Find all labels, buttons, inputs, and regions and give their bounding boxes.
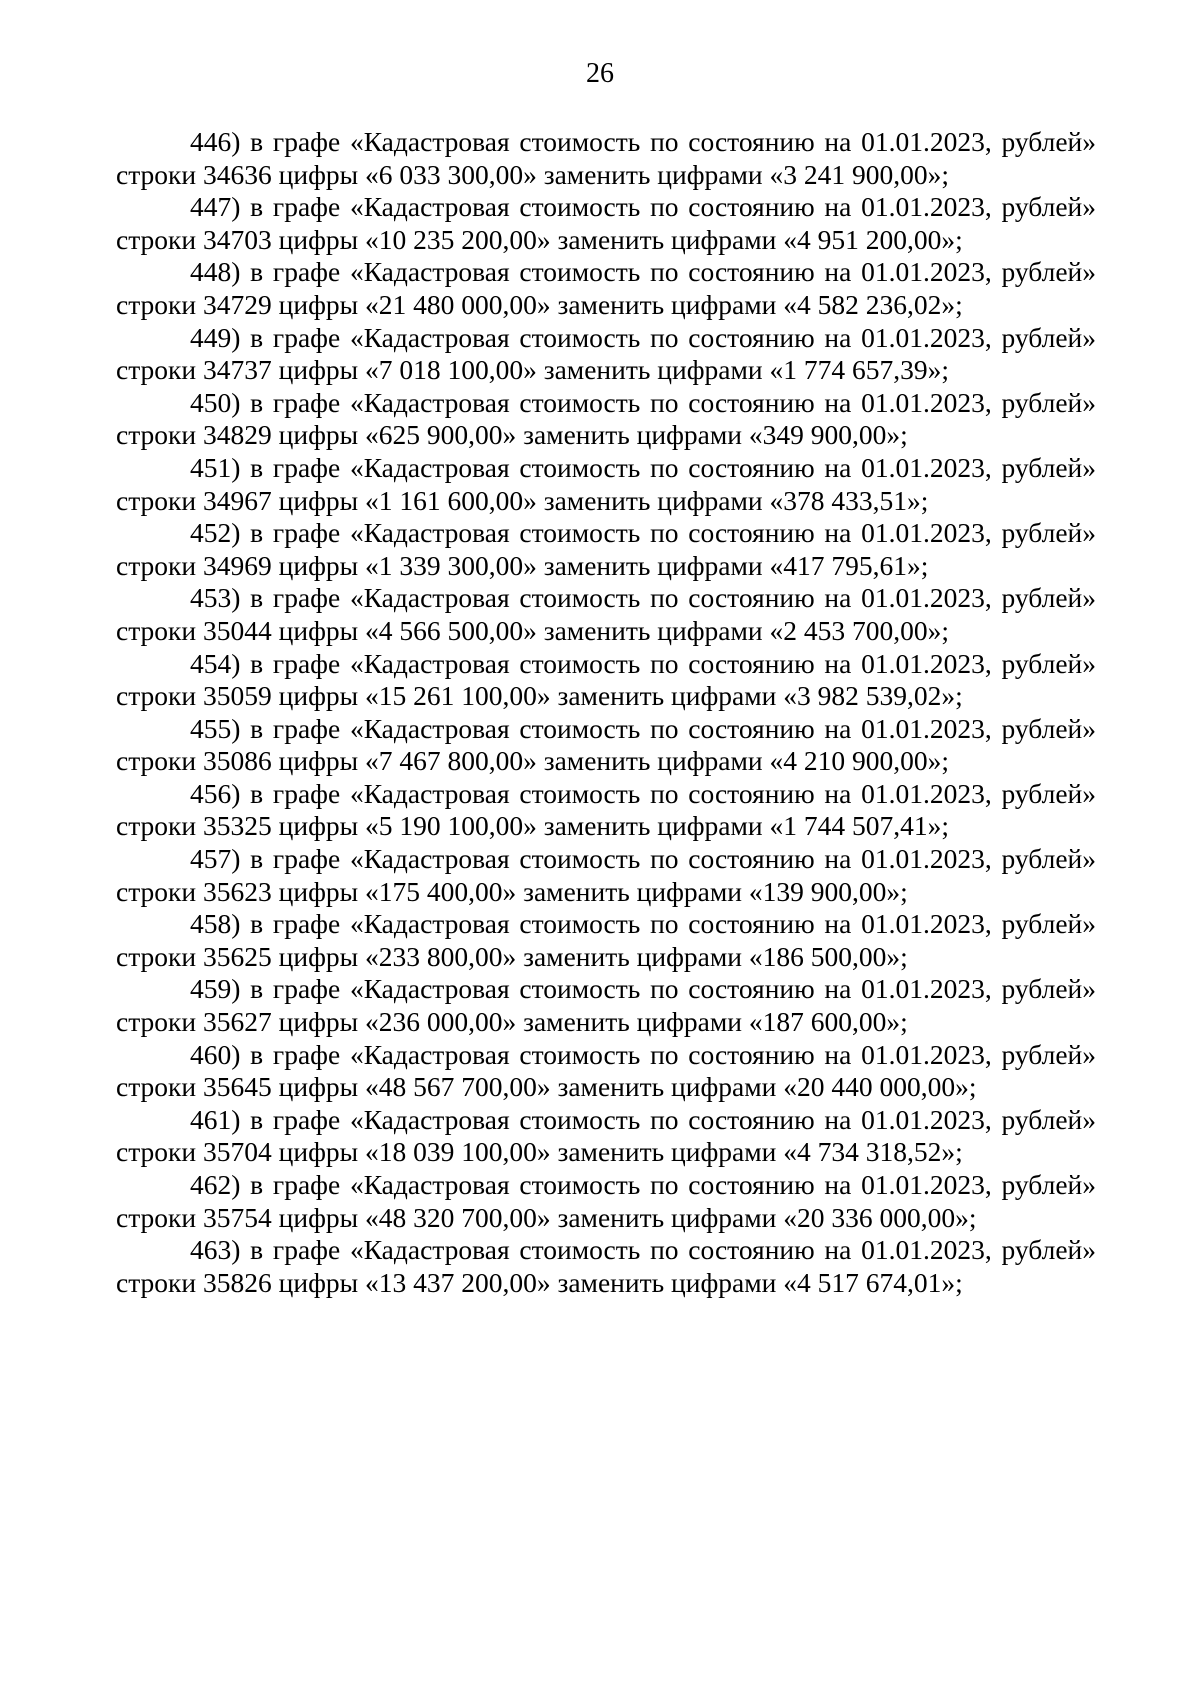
list-item-459: 459) в графе «Кадастровая стоимость по состоянию на 01.01.2023, рублей» строки 35627 цифры «236 000,00» заменить цифрами «187 600,00»; bbox=[116, 973, 1096, 1038]
list-item-449: 449) в графе «Кадастровая стоимость по состоянию на 01.01.2023, рублей» строки 34737 цифры «7 018 100,00» заменить цифрами «1 774 657,39»; bbox=[116, 321, 1096, 386]
list-item-453: 453) в графе «Кадастровая стоимость по состоянию на 01.01.2023, рублей» строки 35044 цифры «4 566 500,00» заменить цифрами «2 453 700,00»; bbox=[116, 582, 1096, 646]
list-item-450: 450) в графе «Кадастровая стоимость по состоянию на 01.01.2023, рублей» строки 34829 цифры «625 900,00» заменить цифрами «349 900,00»; bbox=[116, 386, 1096, 451]
document-body bbox=[116, 126, 1096, 1299]
list-item-460: 460) в графе «Кадастровая стоимость по состоянию на 01.01.2023, рублей» строки 35645 цифры «48 567 700,00» заменить цифрами «20 440 000,00»; bbox=[116, 1038, 1096, 1103]
list-item-451: 451) в графе «Кадастровая стоимость по состоянию на 01.01.2023, рублей» строки 34967 цифры «1 161 600,00» заменить цифрами «378 433,51»; bbox=[116, 451, 1096, 516]
list-item-452: 452) в графе «Кадастровая стоимость по состоянию на 01.01.2023, рублей» строки 34969 цифры «1 339 300,00» заменить цифрами «417 795,61»; bbox=[116, 517, 1096, 581]
list-item-455: 455) в графе «Кадастровая стоимость по состоянию на 01.01.2023, рублей» строки 35086 цифры «7 467 800,00» заменить цифрами «4 210 900,00»; bbox=[116, 712, 1096, 777]
page-number: 26 bbox=[586, 58, 614, 89]
list-item-446: 446) в графе «Кадастровая стоимость по состоянию на 01.01.2023, рублей» строки 34636 цифры «6 033 300,00» заменить цифрами «3 241 900,00»; bbox=[116, 126, 1096, 190]
list-item-461: 461) в графе «Кадастровая стоимость по состоянию на 01.01.2023, рублей» строки 35704 цифры «18 039 100,00» заменить цифрами «4 734 318,52»; bbox=[116, 1103, 1096, 1168]
list-item-462: 462) в графе «Кадастровая стоимость по состоянию на 01.01.2023, рублей» строки 35754 цифры «48 320 700,00» заменить цифрами «20 336 000,00»; bbox=[116, 1169, 1096, 1233]
list-item-457: 457) в графе «Кадастровая стоимость по состоянию на 01.01.2023, рублей» строки 35623 цифры «175 400,00» заменить цифрами «139 900,00»; bbox=[116, 843, 1096, 907]
list-item-456: 456) в графе «Кадастровая стоимость по состоянию на 01.01.2023, рублей» строки 35325 цифры «5 190 100,00» заменить цифрами «1 744 507,41»; bbox=[116, 777, 1096, 842]
list-item-458: 458) в графе «Кадастровая стоимость по состоянию на 01.01.2023, рублей» строки 35625 цифры «233 800,00» заменить цифрами «186 500,00»; bbox=[116, 908, 1096, 972]
list-item-448: 448) в графе «Кадастровая стоимость по состоянию на 01.01.2023, рублей» строки 34729 цифры «21 480 000,00» заменить цифрами «4 582 236,02»; bbox=[116, 256, 1096, 320]
list-item-447: 447) в графе «Кадастровая стоимость по состоянию на 01.01.2023, рублей» строки 34703 цифры «10 235 200,00» заменить цифрами «4 951 200,00»; bbox=[116, 191, 1096, 255]
list-item-454: 454) в графе «Кадастровая стоимость по состоянию на 01.01.2023, рублей» строки 35059 цифры «15 261 100,00» заменить цифрами «3 982 539,02»; bbox=[116, 647, 1096, 712]
list-item-463: 463) в графе «Кадастровая стоимость по состоянию на 01.01.2023, рублей» строки 35826 цифры «13 437 200,00» заменить цифрами «4 517 674,01»; bbox=[116, 1234, 1096, 1298]
